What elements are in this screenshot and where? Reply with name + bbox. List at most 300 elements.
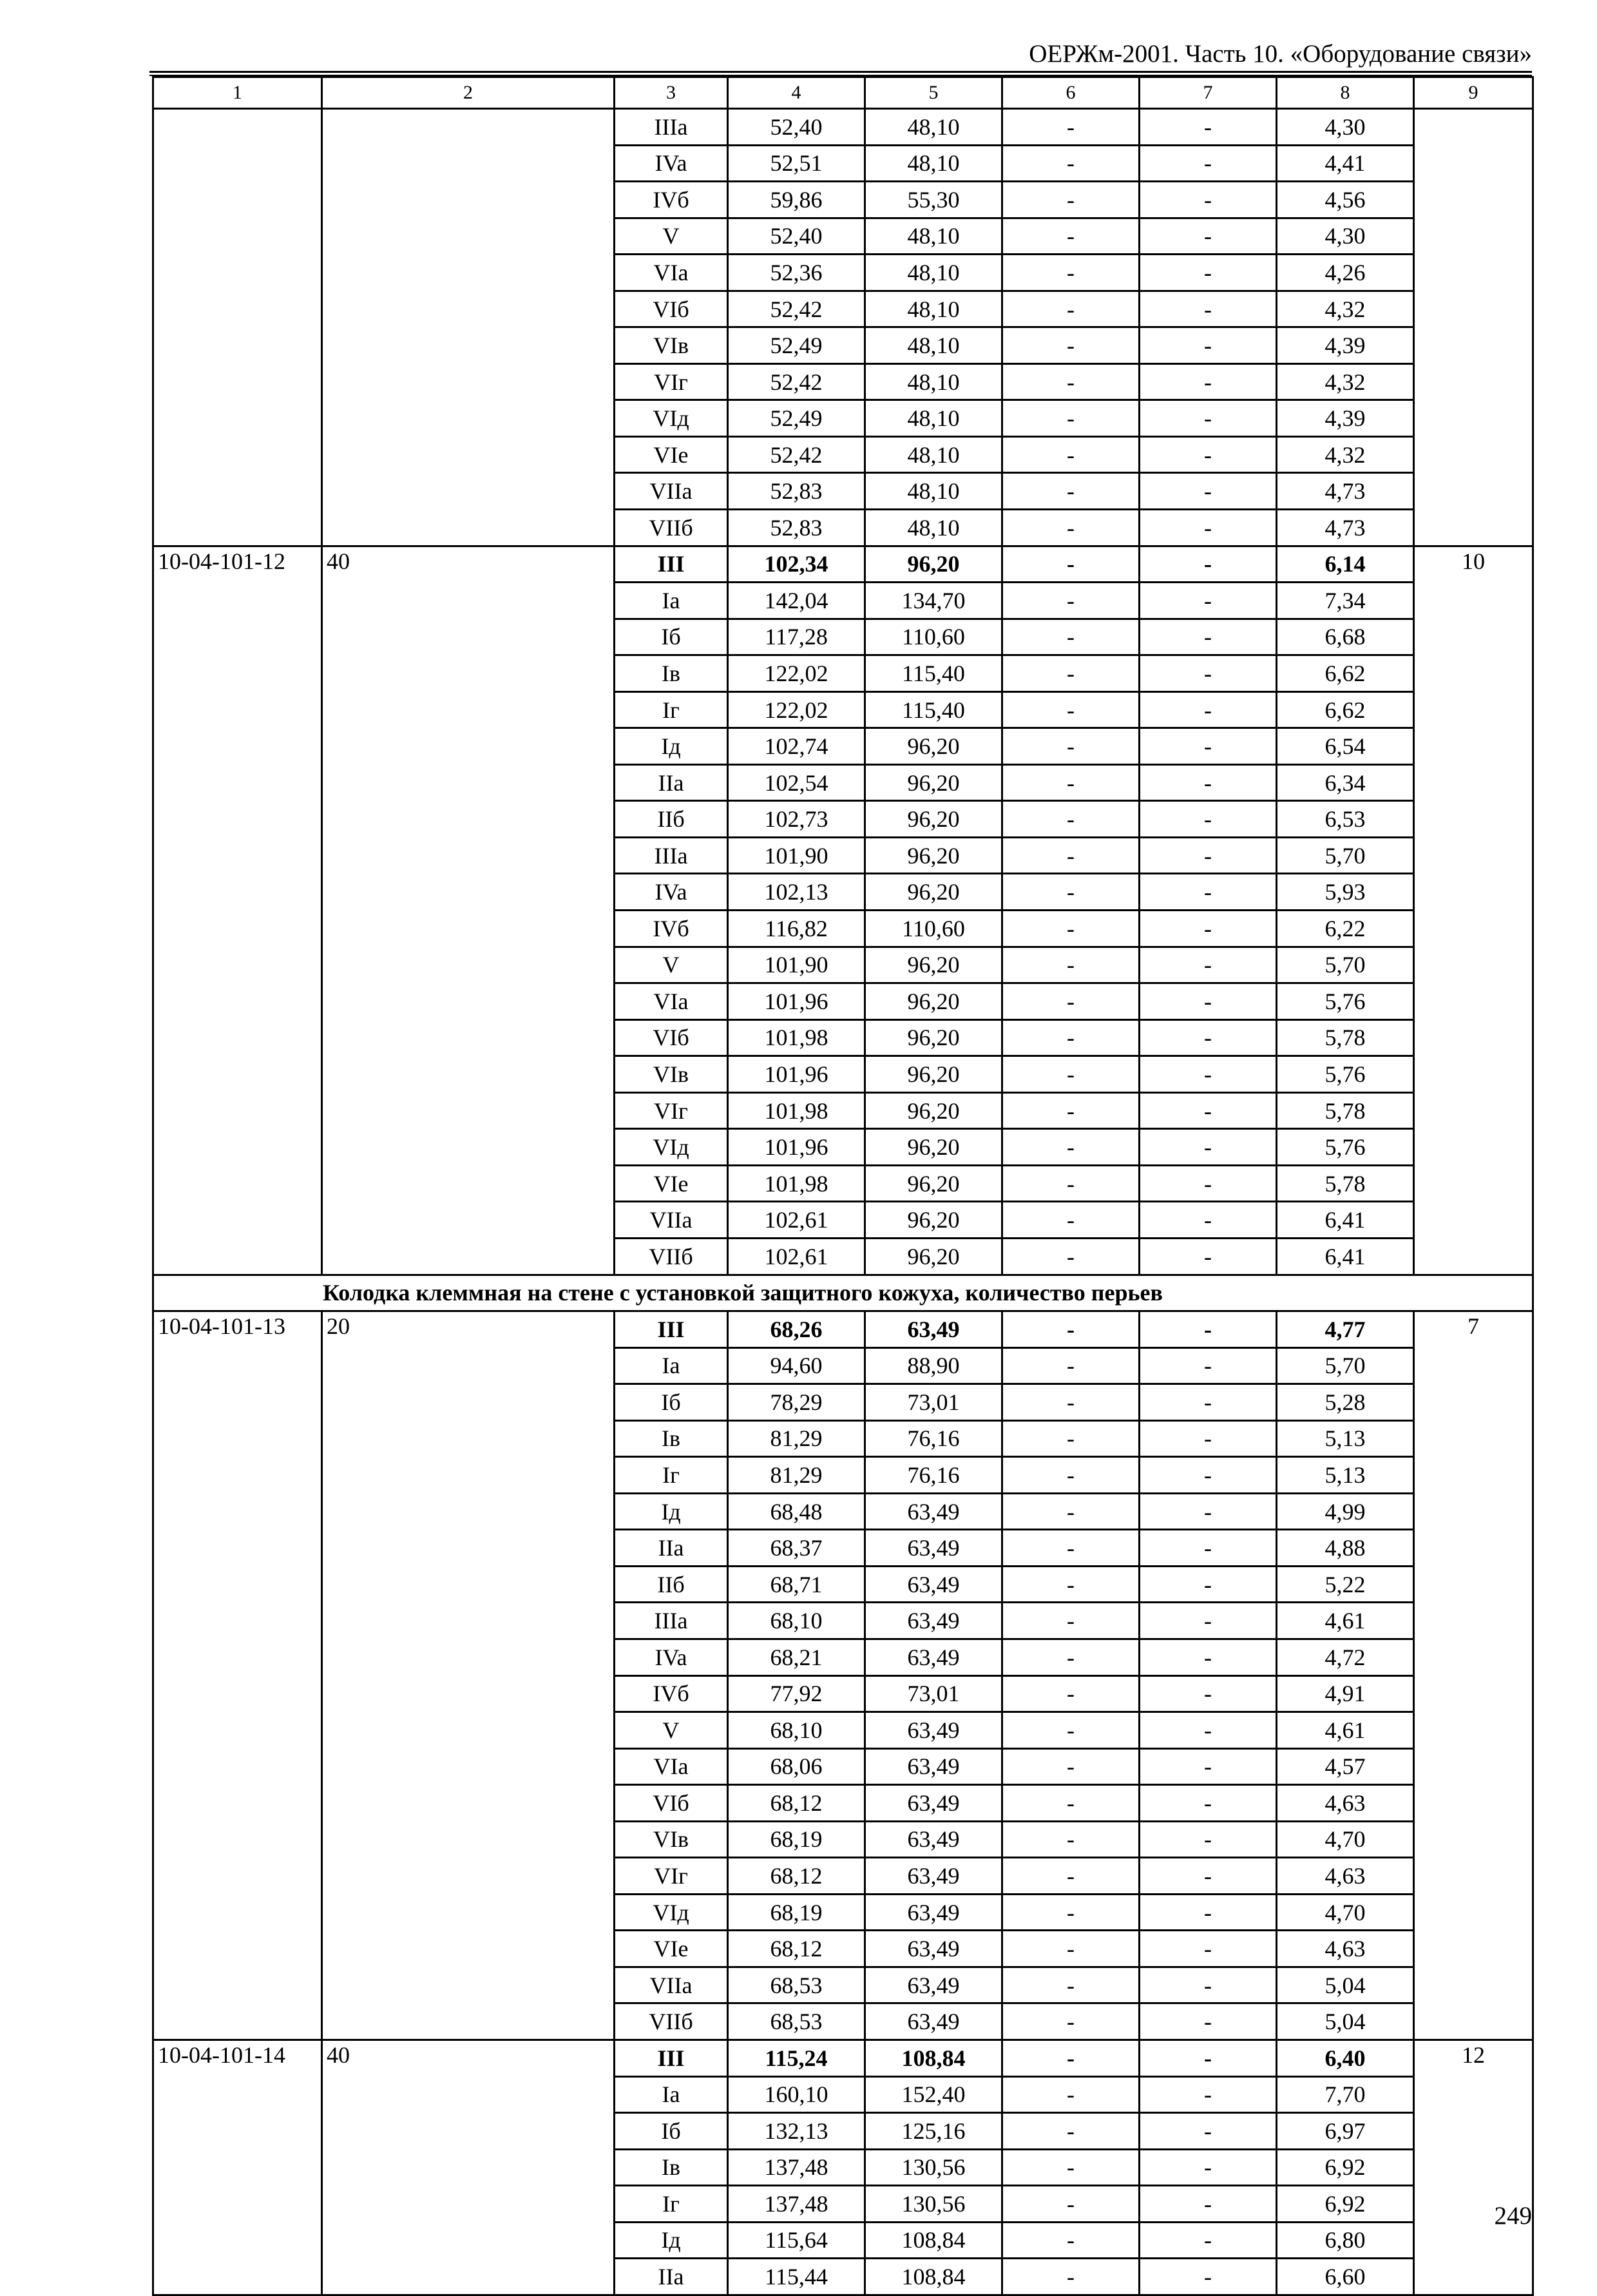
zone-code-cell: IVa (615, 874, 728, 911)
col7-cell: - (1140, 1347, 1277, 1384)
col5-cell: 63,49 (865, 1311, 1002, 1348)
col4-cell: 52,42 (728, 363, 865, 400)
col5-cell: 96,20 (865, 801, 1002, 838)
col5-cell: 63,49 (865, 1712, 1002, 1749)
col6-cell: - (1002, 2259, 1140, 2295)
col6-cell: - (1002, 1092, 1140, 1129)
col5-cell: 73,01 (865, 1384, 1002, 1421)
col5-cell: 96,20 (865, 1092, 1002, 1129)
col5-cell: 125,16 (865, 2113, 1002, 2150)
col5-cell: 48,10 (865, 145, 1002, 182)
col4-cell: 68,21 (728, 1639, 865, 1675)
zone-code-cell: Iб (615, 2113, 728, 2150)
col6-cell: - (1002, 764, 1140, 801)
col4-cell: 101,90 (728, 947, 865, 983)
col8-cell: 5,76 (1277, 1056, 1414, 1093)
col4-cell: 68,10 (728, 1712, 865, 1749)
col4-cell: 101,96 (728, 1056, 865, 1093)
zone-code-cell: VIб (615, 291, 728, 327)
col8-cell: 5,76 (1277, 983, 1414, 1020)
col6-cell: - (1002, 619, 1140, 655)
col5-cell: 63,49 (865, 1566, 1002, 1603)
col8-cell: 6,40 (1277, 2040, 1414, 2076)
col5-cell: 96,20 (865, 983, 1002, 1020)
zone-code-cell: Iд (615, 1493, 728, 1530)
col4-cell: 68,12 (728, 1931, 865, 1967)
col6-cell: - (1002, 1603, 1140, 1639)
col7-cell: - (1140, 436, 1277, 473)
col6-cell: - (1002, 1165, 1140, 1202)
col7-cell: - (1140, 655, 1277, 692)
table-body (153, 77, 1533, 2295)
col8-cell: 4,63 (1277, 1858, 1414, 1895)
col7-cell: - (1140, 1384, 1277, 1421)
col7-cell: - (1140, 1129, 1277, 1166)
col4-cell: 117,28 (728, 619, 865, 655)
zone-code-cell: IVб (615, 911, 728, 947)
col8-cell: 4,70 (1277, 1894, 1414, 1931)
zone-code-cell: VIe (615, 1931, 728, 1967)
col4-cell: 52,36 (728, 255, 865, 291)
rates-table (152, 76, 1534, 2296)
col7-cell: - (1140, 2076, 1277, 2113)
col5-cell: 63,49 (865, 1931, 1002, 1967)
col6-cell: - (1002, 2186, 1140, 2223)
col6-cell: - (1002, 1238, 1140, 1275)
zone-code-cell: IIб (615, 1566, 728, 1603)
col8-cell: 7,34 (1277, 583, 1414, 619)
col6-cell: - (1002, 583, 1140, 619)
col8-cell: 5,22 (1277, 1566, 1414, 1603)
zone-code-cell: IIa (615, 1530, 728, 1567)
column-number-row (153, 77, 1533, 109)
col8-cell: 4,32 (1277, 436, 1414, 473)
col9-cell (1414, 109, 1533, 546)
col5-cell: 96,20 (865, 1165, 1002, 1202)
col4-cell: 68,26 (728, 1311, 865, 1348)
col8-cell: 4,32 (1277, 363, 1414, 400)
col8-cell: 6,41 (1277, 1202, 1414, 1239)
col8-cell: 4,41 (1277, 145, 1414, 182)
zone-code-cell: IVa (615, 1639, 728, 1675)
zone-code-cell: VIб (615, 1019, 728, 1056)
col7-cell: - (1140, 182, 1277, 218)
col5-cell: 63,49 (865, 1530, 1002, 1567)
col6-cell: - (1002, 109, 1140, 146)
col8-cell: 4,88 (1277, 1530, 1414, 1567)
zone-code-cell: VIг (615, 1858, 728, 1895)
column-number: 4 (728, 77, 865, 109)
col5-cell: 48,10 (865, 473, 1002, 510)
col4-cell: 68,53 (728, 2003, 865, 2040)
col4-cell: 102,34 (728, 546, 865, 583)
col5-cell: 108,84 (865, 2259, 1002, 2295)
col5-cell: 63,49 (865, 1821, 1002, 1858)
col4-cell: 102,61 (728, 1202, 865, 1239)
column-number: 7 (1140, 77, 1277, 109)
col4-cell: 68,48 (728, 1493, 865, 1530)
col5-cell: 63,49 (865, 1785, 1002, 1822)
col6-cell: - (1002, 1748, 1140, 1785)
col4-cell: 122,02 (728, 691, 865, 728)
col6-cell: - (1002, 327, 1140, 364)
col5-cell: 48,10 (865, 510, 1002, 546)
col7-cell: - (1140, 1202, 1277, 1239)
parameter-cell (322, 109, 615, 546)
col7-cell: - (1140, 2003, 1277, 2040)
col6-cell: - (1002, 2003, 1140, 2040)
zone-code-cell: Ia (615, 1347, 728, 1384)
col5-cell: 108,84 (865, 2040, 1002, 2076)
col5-cell: 96,20 (865, 1202, 1002, 1239)
col5-cell: 48,10 (865, 327, 1002, 364)
zone-code-cell: IVб (615, 182, 728, 218)
col7-cell: - (1140, 1712, 1277, 1749)
zone-code-cell: Iд (615, 2222, 728, 2259)
col5-cell: 96,20 (865, 764, 1002, 801)
col6-cell: - (1002, 947, 1140, 983)
col7-cell: - (1140, 874, 1277, 911)
col8-cell: 5,70 (1277, 1347, 1414, 1384)
col8-cell: 6,92 (1277, 2186, 1414, 2223)
col8-cell: 4,26 (1277, 255, 1414, 291)
col4-cell: 142,04 (728, 583, 865, 619)
col6-cell: - (1002, 1712, 1140, 1749)
column-number: 2 (322, 77, 615, 109)
col8-cell: 4,70 (1277, 1821, 1414, 1858)
col7-cell: - (1140, 1931, 1277, 1967)
col4-cell: 68,06 (728, 1748, 865, 1785)
col6-cell: - (1002, 363, 1140, 400)
col8-cell: 6,54 (1277, 728, 1414, 765)
zone-code-cell: VIa (615, 255, 728, 291)
col8-cell: 4,72 (1277, 1639, 1414, 1675)
col8-cell: 6,60 (1277, 2259, 1414, 2295)
col7-cell: - (1140, 983, 1277, 1020)
zone-code-cell: V (615, 218, 728, 255)
col5-cell: 152,40 (865, 2076, 1002, 2113)
page-number: 249 (1494, 2202, 1532, 2230)
zone-code-cell: Ia (615, 583, 728, 619)
table-row (153, 546, 1533, 583)
zone-code-cell: VIIa (615, 1967, 728, 2003)
col4-cell: 102,54 (728, 764, 865, 801)
column-number: 5 (865, 77, 1002, 109)
zone-code-cell: V (615, 1712, 728, 1749)
col7-cell: - (1140, 2259, 1277, 2295)
zone-code-cell: VIIб (615, 1238, 728, 1275)
col7-cell: - (1140, 291, 1277, 327)
col6-cell: - (1002, 2076, 1140, 2113)
col8-cell: 6,22 (1277, 911, 1414, 947)
col6-cell: - (1002, 400, 1140, 437)
zone-code-cell: Ia (615, 2076, 728, 2113)
col6-cell: - (1002, 1785, 1140, 1822)
col7-cell: - (1140, 1238, 1277, 1275)
col6-cell: - (1002, 655, 1140, 692)
col5-cell: 96,20 (865, 728, 1002, 765)
zone-code-cell: Iг (615, 1457, 728, 1494)
col5-cell: 96,20 (865, 546, 1002, 583)
col5-cell: 88,90 (865, 1347, 1002, 1384)
col6-cell: - (1002, 691, 1140, 728)
col8-cell: 5,70 (1277, 947, 1414, 983)
col6-cell: - (1002, 1202, 1140, 1239)
col8-cell: 4,56 (1277, 182, 1414, 218)
zone-code-cell: VIб (615, 1785, 728, 1822)
col7-cell: - (1140, 2113, 1277, 2150)
col5-cell: 48,10 (865, 400, 1002, 437)
table-row (153, 2040, 1533, 2076)
zone-code-cell: IIIa (615, 109, 728, 146)
zone-code-cell: Iв (615, 655, 728, 692)
col7-cell: - (1140, 1603, 1277, 1639)
col8-cell: 6,41 (1277, 1238, 1414, 1275)
col4-cell: 101,98 (728, 1165, 865, 1202)
col7-cell: - (1140, 619, 1277, 655)
col8-cell: 6,34 (1277, 764, 1414, 801)
col7-cell: - (1140, 109, 1277, 146)
col8-cell: 6,80 (1277, 2222, 1414, 2259)
col7-cell: - (1140, 583, 1277, 619)
col6-cell: - (1002, 1566, 1140, 1603)
col6-cell: - (1002, 1129, 1140, 1166)
zone-code-cell: Iг (615, 2186, 728, 2223)
col5-cell: 63,49 (865, 1894, 1002, 1931)
col4-cell: 52,83 (728, 510, 865, 546)
col5-cell: 96,20 (865, 947, 1002, 983)
parameter-cell: 40 (322, 2040, 615, 2295)
col6-cell: - (1002, 1675, 1140, 1712)
zone-code-cell: Iв (615, 1420, 728, 1457)
col5-cell: 48,10 (865, 255, 1002, 291)
col7-cell: - (1140, 510, 1277, 546)
col6-cell: - (1002, 1420, 1140, 1457)
zone-code-cell: VIв (615, 1821, 728, 1858)
col8-cell: 4,73 (1277, 510, 1414, 546)
col4-cell: 52,83 (728, 473, 865, 510)
col7-cell: - (1140, 1858, 1277, 1895)
col8-cell: 5,13 (1277, 1457, 1414, 1494)
zone-code-cell: VIIб (615, 510, 728, 546)
zone-code-cell: IVб (615, 1675, 728, 1712)
running-head: ОЕРЖм-2001. Часть 10. «Оборудование связи» (1029, 40, 1532, 68)
col7-cell: - (1140, 1785, 1277, 1822)
zone-code-cell: IIa (615, 2259, 728, 2295)
col5-cell: 130,56 (865, 2149, 1002, 2186)
col5-cell: 115,40 (865, 691, 1002, 728)
col7-cell: - (1140, 1967, 1277, 2003)
zone-code-cell: VIa (615, 983, 728, 1020)
col8-cell: 4,39 (1277, 327, 1414, 364)
col8-cell: 4,39 (1277, 400, 1414, 437)
col5-cell: 63,49 (865, 1493, 1002, 1530)
zone-code-cell: III (615, 2040, 728, 2076)
col8-cell: 6,68 (1277, 619, 1414, 655)
column-number: 9 (1414, 77, 1533, 109)
col8-cell: 6,92 (1277, 2149, 1414, 2186)
col8-cell: 5,04 (1277, 1967, 1414, 2003)
col4-cell: 68,71 (728, 1566, 865, 1603)
col9-cell: 10 (1414, 546, 1533, 1275)
col7-cell: - (1140, 1530, 1277, 1567)
col7-cell: - (1140, 1639, 1277, 1675)
zone-code-cell: VIe (615, 1165, 728, 1202)
col5-cell: 110,60 (865, 619, 1002, 655)
col8-cell: 6,14 (1277, 546, 1414, 583)
col7-cell: - (1140, 691, 1277, 728)
col4-cell: 116,82 (728, 911, 865, 947)
col5-cell: 76,16 (865, 1420, 1002, 1457)
col4-cell: 78,29 (728, 1384, 865, 1421)
col6-cell: - (1002, 145, 1140, 182)
col8-cell: 4,57 (1277, 1748, 1414, 1785)
zone-code-cell: VIг (615, 1092, 728, 1129)
zone-code-cell: Iг (615, 691, 728, 728)
col5-cell: 115,40 (865, 655, 1002, 692)
col7-cell: - (1140, 764, 1277, 801)
col4-cell: 101,98 (728, 1092, 865, 1129)
col6-cell: - (1002, 983, 1140, 1020)
col8-cell: 4,61 (1277, 1603, 1414, 1639)
col9-cell: 12 (1414, 2040, 1533, 2295)
col8-cell: 4,91 (1277, 1675, 1414, 1712)
col5-cell: 96,20 (865, 1129, 1002, 1166)
col4-cell: 68,37 (728, 1530, 865, 1567)
col4-cell: 68,19 (728, 1821, 865, 1858)
col8-cell: 4,30 (1277, 109, 1414, 146)
table-row (153, 1311, 1533, 1348)
col4-cell: 52,51 (728, 145, 865, 182)
col8-cell: 6,62 (1277, 655, 1414, 692)
col5-cell: 96,20 (865, 874, 1002, 911)
col4-cell: 137,48 (728, 2186, 865, 2223)
col7-cell: - (1140, 1019, 1277, 1056)
col7-cell: - (1140, 1675, 1277, 1712)
col7-cell: - (1140, 911, 1277, 947)
column-number: 8 (1277, 77, 1414, 109)
col8-cell: 4,63 (1277, 1785, 1414, 1822)
col8-cell: 4,32 (1277, 291, 1414, 327)
col5-cell: 63,49 (865, 1603, 1002, 1639)
col5-cell: 48,10 (865, 109, 1002, 146)
col4-cell: 101,96 (728, 1129, 865, 1166)
col7-cell: - (1140, 1566, 1277, 1603)
col4-cell: 52,49 (728, 400, 865, 437)
col8-cell: 5,70 (1277, 837, 1414, 874)
col8-cell: 5,76 (1277, 1129, 1414, 1166)
col7-cell: - (1140, 1056, 1277, 1093)
zone-code-cell: IIa (615, 764, 728, 801)
col6-cell: - (1002, 1457, 1140, 1494)
zone-code-cell: III (615, 546, 728, 583)
col4-cell: 102,61 (728, 1238, 865, 1275)
col7-cell: - (1140, 1821, 1277, 1858)
zone-code-cell: Iв (615, 2149, 728, 2186)
col8-cell: 5,93 (1277, 874, 1414, 911)
col7-cell: - (1140, 1493, 1277, 1530)
col4-cell: 68,12 (728, 1858, 865, 1895)
col7-cell: - (1140, 400, 1277, 437)
col8-cell: 4,73 (1277, 473, 1414, 510)
col5-cell: 63,49 (865, 2003, 1002, 2040)
col4-cell: 101,96 (728, 983, 865, 1020)
col8-cell: 5,78 (1277, 1092, 1414, 1129)
col6-cell: - (1002, 2222, 1140, 2259)
column-number: 1 (153, 77, 322, 109)
col7-cell: - (1140, 947, 1277, 983)
col4-cell: 132,13 (728, 2113, 865, 2150)
col4-cell: 52,40 (728, 109, 865, 146)
col6-cell: - (1002, 255, 1140, 291)
col6-cell: - (1002, 218, 1140, 255)
col7-cell: - (1140, 2040, 1277, 2076)
col6-cell: - (1002, 1530, 1140, 1567)
col6-cell: - (1002, 436, 1140, 473)
col5-cell: 96,20 (865, 1019, 1002, 1056)
col7-cell: - (1140, 2186, 1277, 2223)
col6-cell: - (1002, 837, 1140, 874)
col6-cell: - (1002, 1967, 1140, 2003)
col7-cell: - (1140, 363, 1277, 400)
column-number: 6 (1002, 77, 1140, 109)
col6-cell: - (1002, 1311, 1140, 1348)
col4-cell: 52,49 (728, 327, 865, 364)
parameter-cell: 20 (322, 1311, 615, 2040)
col8-cell: 5,78 (1277, 1019, 1414, 1056)
col5-cell: 96,20 (865, 1056, 1002, 1093)
zone-code-cell: VIг (615, 363, 728, 400)
col7-cell: - (1140, 1894, 1277, 1931)
col4-cell: 77,92 (728, 1675, 865, 1712)
col5-cell: 108,84 (865, 2222, 1002, 2259)
col4-cell: 52,42 (728, 436, 865, 473)
col7-cell: - (1140, 2222, 1277, 2259)
col8-cell: 5,04 (1277, 2003, 1414, 2040)
col6-cell: - (1002, 2113, 1140, 2150)
col6-cell: - (1002, 182, 1140, 218)
col5-cell: 48,10 (865, 291, 1002, 327)
section-title-row (153, 1275, 1533, 1311)
col7-cell: - (1140, 837, 1277, 874)
table-row (153, 109, 1533, 146)
section-title: Колодка клеммная на стене с установкой защитного кожуха, количество перьев (153, 1275, 1533, 1311)
col7-cell: - (1140, 1092, 1277, 1129)
col7-cell: - (1140, 1311, 1277, 1348)
zone-code-cell: Iд (615, 728, 728, 765)
col7-cell: - (1140, 255, 1277, 291)
col4-cell: 81,29 (728, 1420, 865, 1457)
col6-cell: - (1002, 1894, 1140, 1931)
col4-cell: 59,86 (728, 182, 865, 218)
col6-cell: - (1002, 546, 1140, 583)
col8-cell: 5,13 (1277, 1420, 1414, 1457)
zone-code-cell: IIIa (615, 1603, 728, 1639)
col6-cell: - (1002, 510, 1140, 546)
col6-cell: - (1002, 1821, 1140, 1858)
zone-code-cell: Iб (615, 1384, 728, 1421)
header-rule (149, 71, 1532, 73)
col8-cell: 4,99 (1277, 1493, 1414, 1530)
zone-code-cell: VIIa (615, 1202, 728, 1239)
col6-cell: - (1002, 1056, 1140, 1093)
col5-cell: 76,16 (865, 1457, 1002, 1494)
zone-code-cell: IIIa (615, 837, 728, 874)
zone-code-cell: VIe (615, 436, 728, 473)
zone-code-cell: IVa (615, 145, 728, 182)
zone-code-cell: III (615, 1311, 728, 1348)
col9-cell: 7 (1414, 1311, 1533, 2040)
